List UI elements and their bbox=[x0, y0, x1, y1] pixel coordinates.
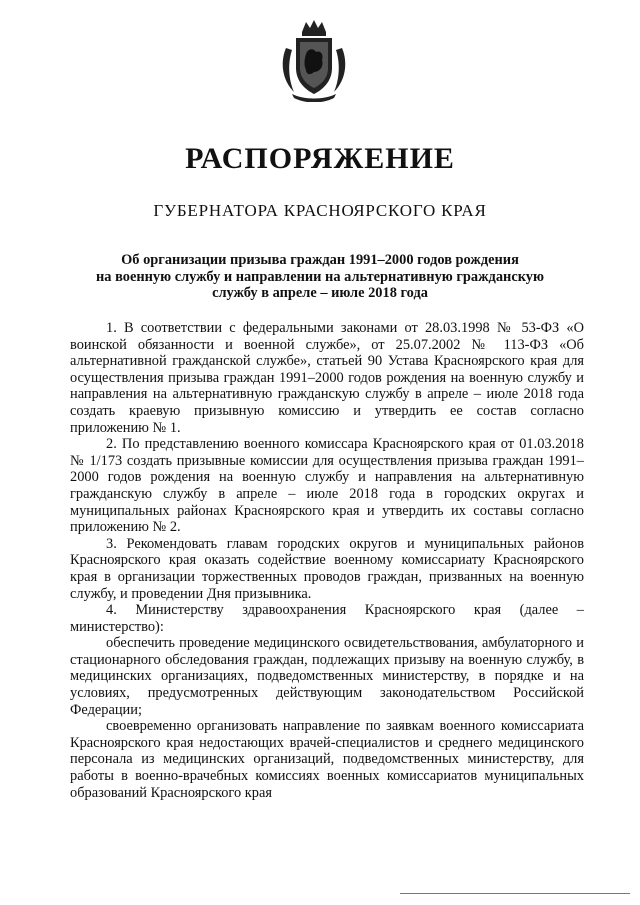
document-title: РАСПОРЯЖЕНИЕ bbox=[185, 142, 455, 175]
page-bottom-rule bbox=[400, 893, 630, 894]
paragraph-1: 1. В соответствии с федеральными законами от 28.03.1998 № 53-ФЗ «О воинской обязанности и военной службе», от 25.07.2002 № 113-ФЗ «Об альтернативной гражданской службе», статьей 90 Устава Красноярского края для осуществления призыва граждан 1991–2000 годов рождения на военную службу и направления на альтернативную гражданскую службу в апреле – июле 2018 года создать краевую призывную комиссию и утвердить ее состав согласно приложению № 1. bbox=[70, 320, 584, 436]
document-issuer: ГУБЕРНАТОРА КРАСНОЯРСКОГО КРАЯ bbox=[153, 201, 487, 220]
heading-line: Об организации призыва граждан 1991–2000 годов рождения bbox=[121, 252, 519, 268]
paragraph-2: 2. По представлению военного комиссара Красноярского края от 01.03.2018 № 1/173 создать призывные комиссии для осуществления призыва граждан 1991–2000 годов рождения на военную службу и направления на альтернативную гражданскую службу в апреле – июле 2018 года в городских округах и муниципальных районах Красноярского края и утвердить их составы согласно приложению № 2. bbox=[70, 436, 584, 536]
paragraph-4-item-2: своевременно организовать направление по заявкам военного комиссариата Красноярского края недостающих врачей-специалистов и среднего медицинского персонала из медицинских организаций, подведомственных министерству, для работы в военно-врачебных комиссиях военных комиссариатов муниципальных образований Красноярского края bbox=[70, 718, 584, 801]
heading-line: службу в апреле – июле 2018 года bbox=[212, 285, 428, 301]
heading-line: на военную службу и направлении на альтернативную гражданскую bbox=[96, 268, 544, 285]
document-body bbox=[70, 320, 584, 801]
paragraph-3: 3. Рекомендовать главам городских округов и муниципальных районов Красноярского края оказать содействие военному комиссариату Красноярского края в организации торжественных проводов граждан, призванных на военную службу, и проведении Дня призывника. bbox=[70, 535, 584, 602]
paragraph-4-item-1: обеспечить проведение медицинского освидетельствования, амбулаторного и стационарного обследования граждан, подлежащих призыву на военную службу, в медицинских организациях, подведомственных министерству, в порядке и на условиях, предусмотренных действующим законодательством Российской Федерации; bbox=[70, 635, 584, 718]
paragraph-4: 4. Министерству здравоохранения Красноярского края (далее – министерство): bbox=[70, 602, 584, 635]
document-heading bbox=[60, 252, 580, 302]
coat-of-arms-icon bbox=[278, 18, 350, 102]
